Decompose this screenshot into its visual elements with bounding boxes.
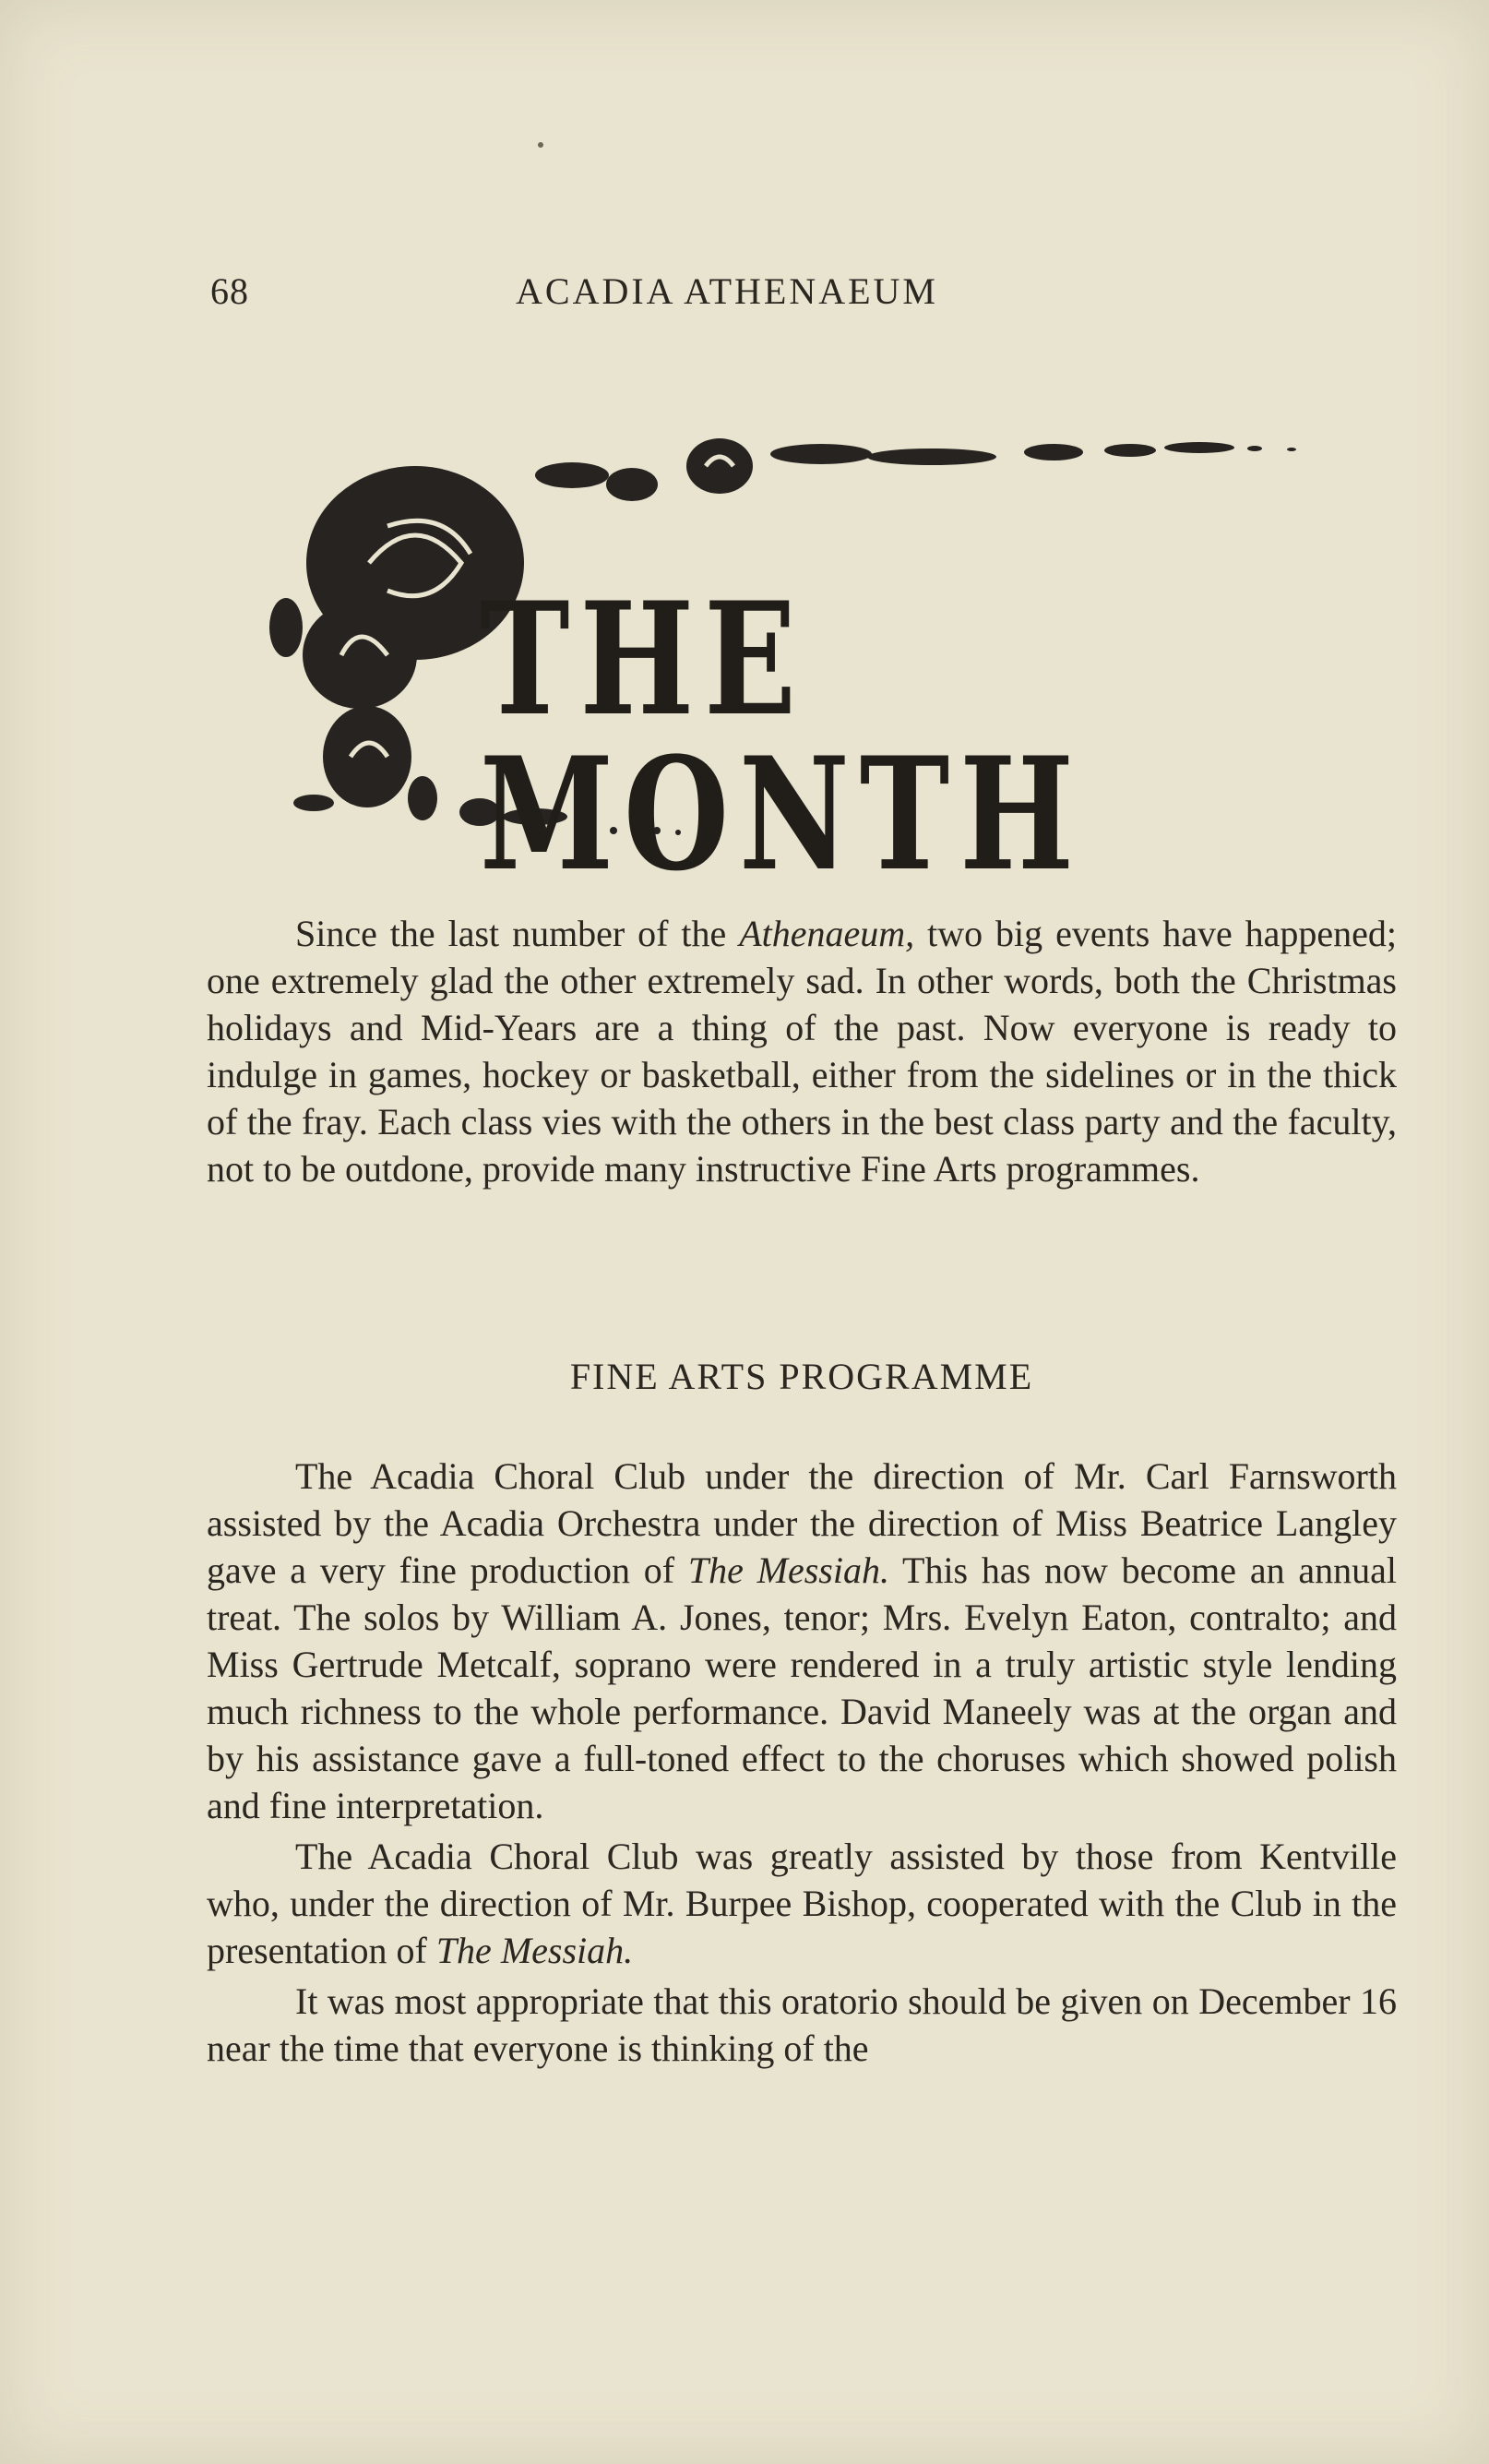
p2-text-start: The Acadia Choral Club was greatly assisted by those from Kentville who, under the direction of Mr. Burpee Bishop, cooperated with the Club in the presentation of (207, 1836, 1397, 1971)
intro-text-start: Since the last number of the (295, 913, 740, 954)
intro-text-end: two big events have happened; one extremely glad the other extremely sad. In other words, both the Christmas holidays and Mid-Years are a thing of the past. Now everyone is ready to indulge in games, hockey or basketball, either from the sidelines or in the thick of the fray. Each class vies with the others in the best class party and the faculty, not to be outdone, provide many instructive Fine Arts programmes. (207, 913, 1398, 1190)
section-header-ornament (258, 425, 1365, 905)
intro-paragraph-block (207, 910, 1397, 1192)
fine-arts-paragraph-2 (207, 1833, 1397, 1974)
intro-italic-title: Athenaeum, (739, 913, 915, 954)
page-number: 68 (210, 270, 249, 312)
fine-arts-heading: FINE ARTS PROGRAMME (569, 1356, 1034, 1397)
p1-text-start: The Acadia Choral Club under the direction of Mr. Carl Farnsworth assisted by the Acadia Orchestra under the direction of Miss Beatrice Langley gave a very fine production of (207, 1455, 1397, 1591)
running-head (210, 269, 1391, 325)
p2-italic-title: The Messiah. (435, 1930, 634, 1971)
fine-arts-paragraph-3: It was most appropriate that this oratorio should be given on December 16 near the time that everyone is thinking of the (207, 1980, 1397, 2069)
intro-paragraph (207, 910, 1397, 1192)
paper-speck (538, 142, 543, 148)
fine-arts-article (207, 1453, 1397, 2072)
p1-text-end: This has now become an annual treat. The solos by William A. Jones, tenor; Mrs. Evelyn Eaton, contralto; and Miss Gertrude Metcalf, soprano were rendered in a truly artistic style lending much richness to the whole performance. David Maneely was at the organ and by his assistance gave a full-toned effect to the choruses which showed polish and fine interpretation. (207, 1549, 1397, 1826)
section-title: THE MONTH (480, 568, 1084, 905)
fine-arts-paragraph-1 (207, 1453, 1397, 1829)
journal-title: ACADIA ATHENAEUM (516, 270, 938, 312)
p1-italic-title: The Messiah. (687, 1549, 889, 1591)
